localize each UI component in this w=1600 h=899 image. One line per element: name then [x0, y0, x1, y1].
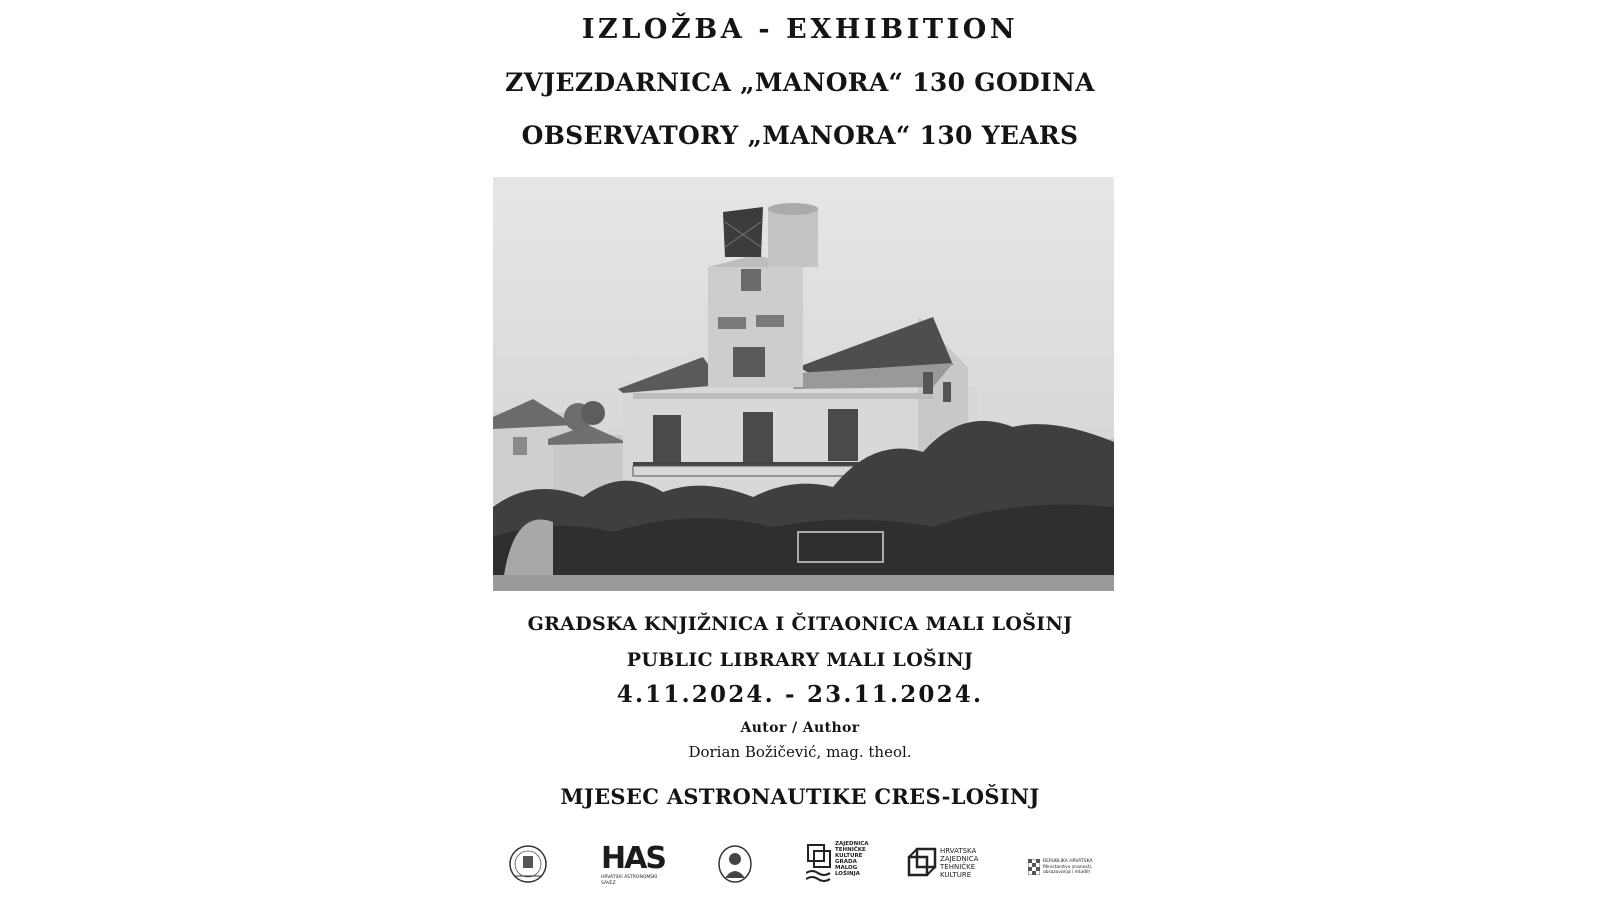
ministry-logo: REPUBLIKA HRVATSKA Ministarstvo znanosti, obrazovanja i mladih [1028, 859, 1104, 876]
event-name: MJESEC ASTRONAUTIKE CRES-LOŠINJ [560, 784, 1040, 809]
title-croatian: ZVJEZDARNICA „MANORA“ 130 GODINA [505, 68, 1095, 97]
has-logo: HAS HRVATSKI ASTRONOMSKI SAVEZ [601, 841, 665, 886]
observatory-photo [493, 177, 1114, 591]
hztk-logo: HRVATSKA ZAJEDNICA TEHNIČKE KULTURE [907, 847, 987, 881]
venue-croatian: GRADSKA KNJIŽNICA I ČITAONICA MALI LOŠINJ [527, 613, 1073, 635]
observatory-building-illustration [493, 177, 1114, 591]
title-english: OBSERVATORY „MANORA“ 130 YEARS [521, 121, 1079, 150]
ztk-mali-losinj-logo: ZAJEDNICA TEHNIČKE KULTURE GRADA MALOG LOŠINJA [806, 841, 876, 887]
author-name: Dorian Božičević, mag. theol. [688, 743, 912, 761]
author-label: Autor / Author [740, 720, 860, 736]
venue-english: PUBLIC LIBRARY MALI LOŠINJ [626, 649, 974, 671]
croatian-coat-of-arms-icon [1028, 859, 1040, 875]
exhibition-dates: 4.11.2024. - 23.11.2024. [616, 681, 984, 708]
cube-outline-icon [907, 847, 937, 881]
exhibition-heading: IZLOŽBA - EXHIBITION [581, 14, 1019, 45]
founder-portrait-seal-logo [717, 844, 753, 884]
astronomical-society-seal-logo [509, 842, 547, 886]
cube-icon [806, 841, 832, 887]
